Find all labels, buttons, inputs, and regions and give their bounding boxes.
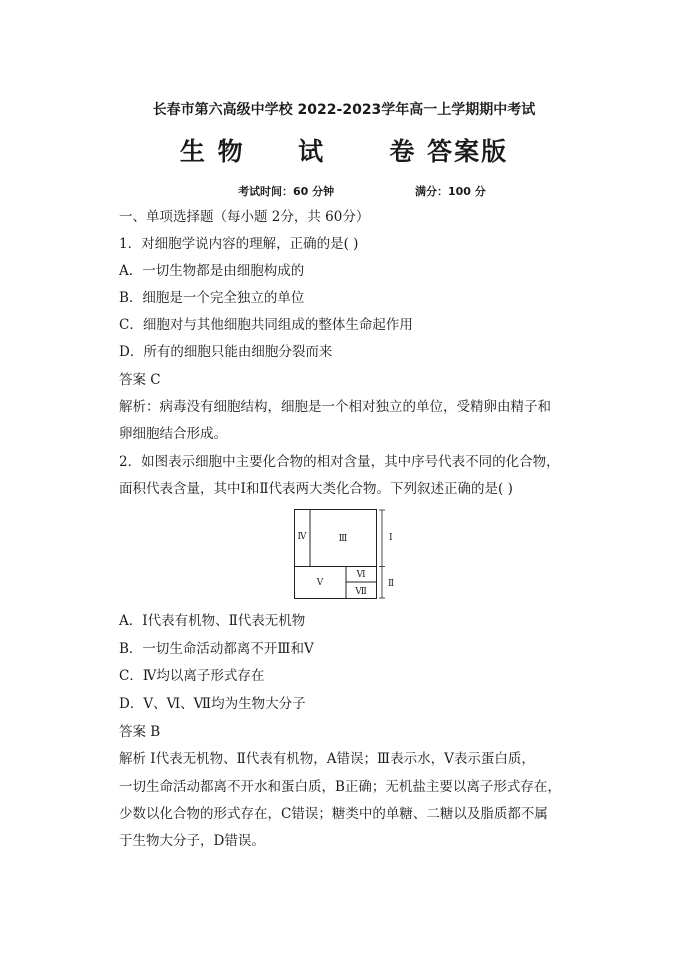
question-2-stem-line: 面积代表含量，其中Ⅰ和Ⅱ代表两大类化合物。下列叙述正确的是( ) — [119, 481, 513, 497]
question-2-option-b: B．一切生命活动都离不开Ⅲ和Ⅴ — [119, 641, 314, 657]
label-iv: Ⅳ — [297, 532, 307, 542]
question-2-analysis-line: 少数以化合物的形式存在，C错误；糖类中的单糖、二糖以及脂质都不属 — [119, 806, 548, 822]
question-1-stem: 1．对细胞学说内容的理解，正确的是( ) — [119, 236, 359, 252]
compound-diagram-svg — [293, 508, 405, 604]
question-1-answer: 答案 C — [119, 372, 161, 388]
label-ii: Ⅱ — [388, 579, 395, 589]
question-1-option-b: B．细胞是一个完全独立的单位 — [119, 290, 305, 306]
exam-time: 考试时间：60 分钟 — [238, 185, 335, 198]
label-iii: Ⅲ — [338, 534, 348, 544]
label-v: Ⅴ — [316, 578, 324, 588]
question-1-analysis-line: 解析：病毒没有细胞结构，细胞是一个相对独立的单位，受精卵由精子和 — [119, 399, 551, 415]
question-1-analysis-line: 卵细胞结合形成。 — [119, 426, 227, 442]
question-2-option-c: C．Ⅳ均以离子形式存在 — [119, 668, 265, 684]
question-2-analysis-line: 一切生命活动都离不开水和蛋白质，B正确；无机盐主要以离子形式存在， — [119, 779, 561, 795]
question-2-option-a: A．Ⅰ代表有机物、Ⅱ代表无机物 — [119, 613, 306, 629]
question-2-analysis-line: 于生物大分子，D错误。 — [119, 833, 265, 849]
question-2-option-d: D．Ⅴ、Ⅵ、Ⅶ均为生物大分子 — [119, 696, 306, 712]
question-1-option-d: D．所有的细胞只能由细胞分裂而来 — [119, 344, 333, 360]
question-1-option-c: C．细胞对与其他细胞共同组成的整体生命起作用 — [119, 317, 413, 333]
diagram-outer-box — [295, 510, 377, 599]
question-2-answer: 答案 B — [119, 724, 161, 740]
main-title: 生 物 试 卷 答案版 — [179, 137, 509, 166]
label-i: Ⅰ — [389, 533, 393, 543]
full-score: 满分：100 分 — [415, 185, 486, 198]
question-2-analysis-line: 解析 Ⅰ代表无机物、Ⅱ代表有机物，A错误；Ⅲ表示水，Ⅴ表示蛋白质， — [119, 751, 535, 767]
section-heading: 一、单项选择题（每小题 2分，共 60分） — [119, 209, 370, 225]
question-1-option-a: A．一切生物都是由细胞构成的 — [119, 263, 305, 279]
school-title: 长春市第六高级中学校 2022-2023学年高一上学期期中考试 — [152, 102, 536, 118]
label-vii: Ⅶ — [355, 587, 367, 597]
compound-content-diagram — [293, 508, 405, 608]
label-vi: Ⅵ — [356, 570, 366, 580]
question-2-stem-line: 2．如图表示细胞中主要化合物的相对含量，其中序号代表不同的化合物， — [119, 454, 560, 470]
